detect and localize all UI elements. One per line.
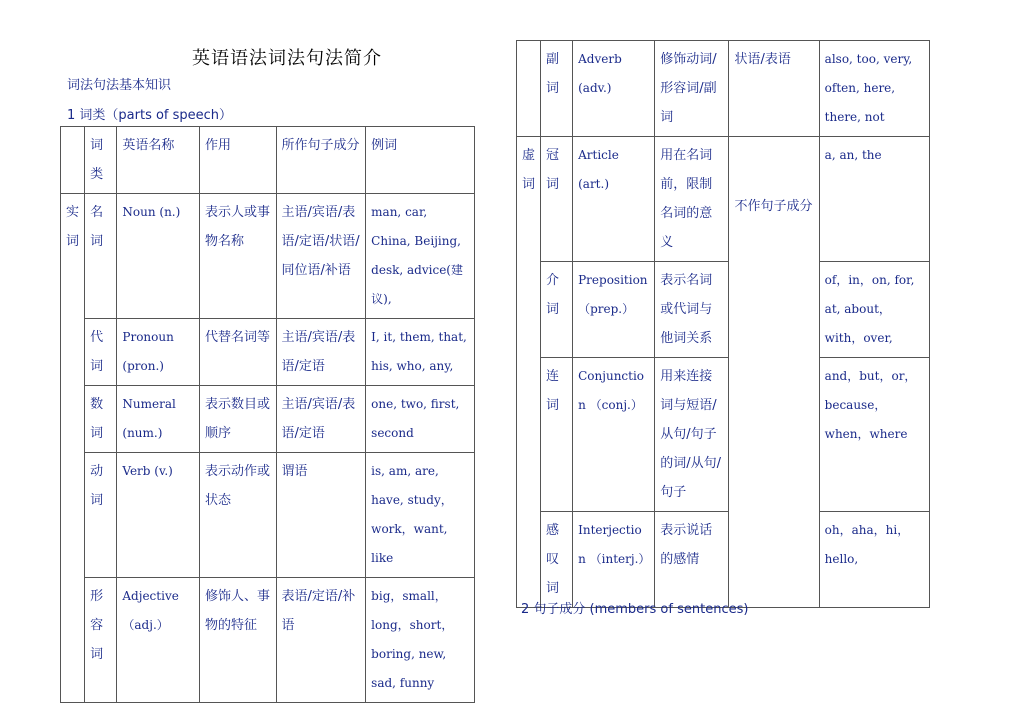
class-cell: 感叹词 xyxy=(541,512,573,608)
class-cell: 介词 xyxy=(541,262,573,358)
function-cell: 表示动作或状态 xyxy=(199,453,276,578)
english-name-cell: Adverb (adv.) xyxy=(573,41,655,137)
example-cell: also, too, very, often, here, there, not xyxy=(819,41,929,137)
example-cell: of，in，on, for, at, about，with，over, xyxy=(819,262,929,358)
function-cell: 表示人或事物名称 xyxy=(199,194,276,319)
example-cell: oh，aha，hi，hello, xyxy=(819,512,929,608)
header-cell: 所作句子成分 xyxy=(276,127,366,194)
table-row xyxy=(61,319,475,386)
group-label: 实词 xyxy=(61,194,85,703)
function-cell: 用在名词前，限制名词的意义 xyxy=(655,137,729,262)
english-name-cell: Article (art.) xyxy=(573,137,655,262)
table-header-row xyxy=(61,127,475,194)
member-cell: 表语/定语/补语 xyxy=(276,578,366,703)
function-cell: 修饰人、事物的特征 xyxy=(199,578,276,703)
page-title: 英语语法词法句法简介 xyxy=(192,48,382,69)
english-name-cell: Pronoun (pron.) xyxy=(117,319,200,386)
table-row xyxy=(61,194,475,319)
example-cell: big，small，long，short，boring, new, sad, funny xyxy=(366,578,475,703)
word-class-table-left xyxy=(60,126,475,703)
header-cell: 例词 xyxy=(366,127,475,194)
class-cell: 副词 xyxy=(541,41,573,137)
class-cell: 连词 xyxy=(541,358,573,512)
function-cell: 用来连接词与短语/从句/句子的词/从句/句子 xyxy=(655,358,729,512)
class-cell: 代词 xyxy=(85,319,117,386)
english-name-cell: Verb (v.) xyxy=(117,453,200,578)
english-name-cell: Interjection （interj.） xyxy=(573,512,655,608)
example-cell: a, an, the xyxy=(819,137,929,262)
member-cell: 谓语 xyxy=(276,453,366,578)
member-cell: 主语/宾语/表语/定语 xyxy=(276,319,366,386)
function-cell: 修饰动词/形容词/副词 xyxy=(655,41,729,137)
class-cell: 动词 xyxy=(85,453,117,578)
header-cell: 英语名称 xyxy=(117,127,200,194)
table-row xyxy=(61,578,475,703)
function-cell: 表示名词或代词与他词关系 xyxy=(655,262,729,358)
class-cell: 数词 xyxy=(85,386,117,453)
table-row xyxy=(517,41,930,137)
table-row xyxy=(61,453,475,578)
function-cell: 表示数目或顺序 xyxy=(199,386,276,453)
class-cell: 形容词 xyxy=(85,578,117,703)
table-row xyxy=(517,512,930,608)
section-heading-2: 2 句子成分 (members of sentences) xyxy=(521,602,749,617)
english-name-cell: Conjunction （conj.） xyxy=(573,358,655,512)
example-cell: I, it, them, that, his, who, any, xyxy=(366,319,475,386)
table-row xyxy=(517,358,930,512)
english-name-cell: Numeral (num.) xyxy=(117,386,200,453)
function-cell: 表示说话的感情 xyxy=(655,512,729,608)
table-row xyxy=(517,262,930,358)
subtitle: 词法句法基本知识 xyxy=(67,78,172,93)
member-cell: 主语/宾语/表语/定语 xyxy=(276,386,366,453)
section-heading-1: 1 词类（parts of speech） xyxy=(67,108,233,123)
member-cell: 主语/宾语/表语/定语/状语/同位语/补语 xyxy=(276,194,366,319)
header-cell: 词类 xyxy=(85,127,117,194)
function-cell: 代替名词等 xyxy=(199,319,276,386)
example-cell: and，but，or，because，when，where xyxy=(819,358,929,512)
member-cell: 状语/表语 xyxy=(729,41,819,137)
example-cell: is, am, are, have, study，work，want, like xyxy=(366,453,475,578)
class-cell: 冠词 xyxy=(541,137,573,262)
table-row xyxy=(61,386,475,453)
header-cell: 作用 xyxy=(199,127,276,194)
english-name-cell: Adjective （adj.） xyxy=(117,578,200,703)
member-cell-merged: 不作句子成分 xyxy=(729,137,819,608)
table-row xyxy=(517,137,930,262)
class-cell: 名词 xyxy=(85,194,117,319)
english-name-cell: Preposition （prep.） xyxy=(573,262,655,358)
group-label: 虚词 xyxy=(517,137,541,608)
word-class-table-right xyxy=(516,40,930,608)
english-name-cell: Noun (n.) xyxy=(117,194,200,319)
example-cell: man, car, China, Beijing, desk, advice(建议), xyxy=(366,194,475,319)
example-cell: one, two, first, second xyxy=(366,386,475,453)
